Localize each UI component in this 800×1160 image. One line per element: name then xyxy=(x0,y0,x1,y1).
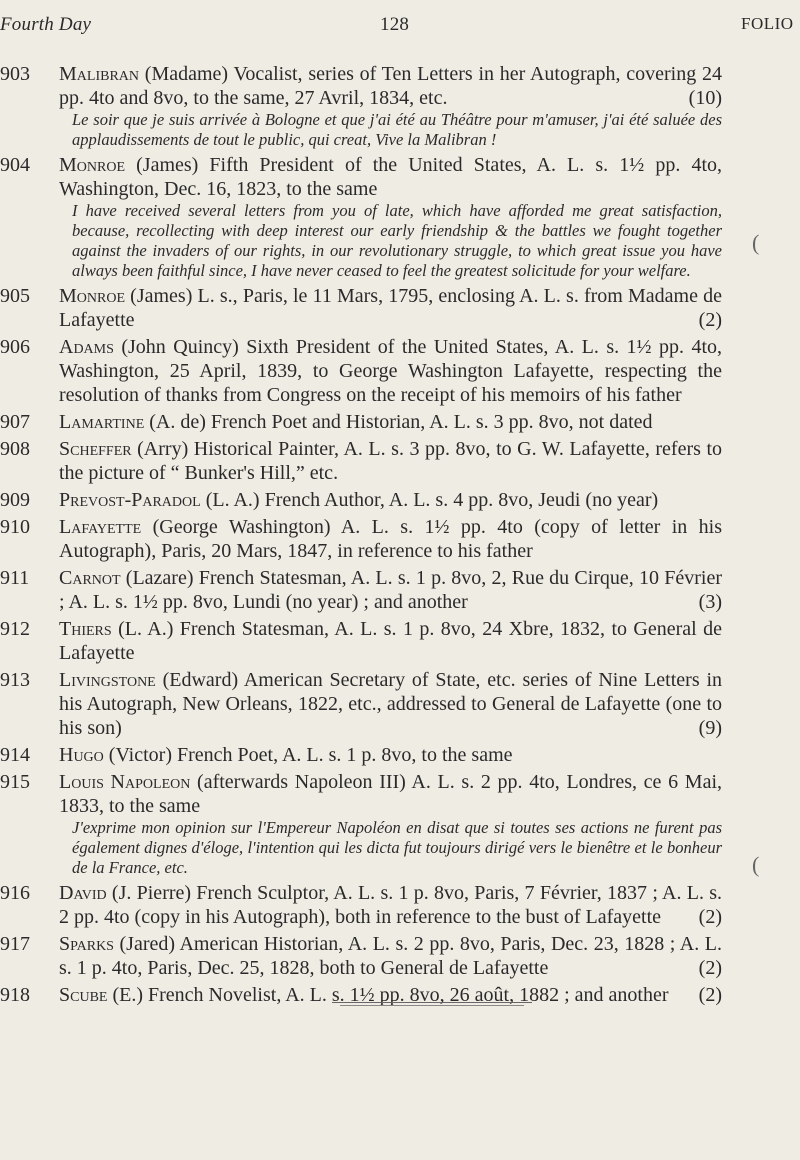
catalogue-entry xyxy=(0,668,800,740)
entry-text: (afterwards Napoleon III) A. L. s. 2 pp. 4to, Londres, ce 6 Mai, 1833, to the same xyxy=(59,771,723,817)
catalogue-entry xyxy=(0,284,800,332)
entry-description xyxy=(59,284,722,332)
lot-number: 918 xyxy=(0,984,30,1006)
person-name: Louis Napoleon xyxy=(59,771,191,793)
lot-number: 916 xyxy=(0,882,30,904)
lot-number: 913 xyxy=(0,669,30,691)
entry-text: (L. A.) French Author, A. L. s. 4 pp. 8vo, Jeudi (no year) xyxy=(205,489,659,511)
entry-text: (James) Fifth President of the United States, A. L. s. 1½ pp. 4to, Washington, Dec. 16, 1823, to the same xyxy=(59,154,723,200)
entry-description xyxy=(59,515,722,563)
entry-description xyxy=(59,932,722,980)
person-name: Carnot xyxy=(59,567,121,589)
item-count: (3) xyxy=(698,591,722,613)
lot-number: 904 xyxy=(0,154,30,176)
letter-excerpt: Le soir que je suis arrivée à Bologne et que j'ai été au Théâtre pour m'amuser, j'ai été saluée des applaudissements de tout le public, qui creat, Vive la Malibran ! xyxy=(72,110,722,149)
lot-number: 907 xyxy=(0,411,30,433)
folio-label: FOLIO xyxy=(741,14,794,33)
entry-text: (Jared) American Historian, A. L. s. 2 pp. 8vo, Paris, Dec. 23, 1828 ; A. L. s. 1 p. 4to, Paris, Dec. 25, 1828, both to General de Lafayette xyxy=(59,933,722,979)
entry-text: (Arry) Historical Painter, A. L. s. 3 pp. 8vo, to G. W. Lafayette, refers to the picture of “ Bunker's Hill,” etc. xyxy=(59,438,722,484)
entry-description xyxy=(59,617,722,665)
entry-description xyxy=(59,770,722,818)
end-rule-secondary xyxy=(340,1005,524,1006)
lot-number: 905 xyxy=(0,285,30,307)
entry-text: (George Washington) A. L. s. 1½ pp. 4to (copy of letter in his Autograph), Paris, 20 Mars, 1847, in reference to his father xyxy=(59,516,723,562)
catalogue-entry xyxy=(0,335,800,407)
entry-description xyxy=(59,62,722,110)
entry-description xyxy=(59,410,722,434)
person-name: Malibran xyxy=(59,63,140,85)
lot-number: 906 xyxy=(0,336,30,358)
person-name: Adams xyxy=(59,336,114,358)
item-count: (2) xyxy=(698,984,722,1006)
catalogue-entry xyxy=(0,62,800,150)
entry-text: (John Quincy) Sixth President of the United States, A. L. s. 1½ pp. 4to, Washington, 25 April, 1839, to George Washington Lafayette, respecting the resolution of thanks from Congress on the receipt of his memoirs of his father xyxy=(59,336,722,406)
lot-number: 912 xyxy=(0,618,30,640)
person-name: Livingstone xyxy=(59,669,156,691)
person-name: Prevost-Paradol xyxy=(59,489,201,511)
catalogue-entry xyxy=(0,932,800,980)
entry-text: (Madame) Vocalist, series of Ten Letters in her Autograph, covering 24 pp. 4to and 8vo, to the same, 27 Avril, 1834, etc. xyxy=(59,63,722,109)
entry-text: (L. A.) French Statesman, A. L. s. 1 p. 8vo, 24 Xbre, 1832, to General de Lafayette xyxy=(59,618,722,664)
person-name: Thiers xyxy=(59,618,112,640)
lot-number: 915 xyxy=(0,771,30,793)
lot-number: 910 xyxy=(0,516,30,538)
catalogue-entry xyxy=(0,437,800,485)
lot-number: 911 xyxy=(0,567,30,589)
person-name: Scheffer xyxy=(59,438,132,460)
entry-text: (A. de) French Poet and Historian, A. L. s. 3 pp. 8vo, not dated xyxy=(149,411,653,433)
page-number: 128 xyxy=(380,14,410,35)
person-name: David xyxy=(59,882,107,904)
item-count: (2) xyxy=(698,906,722,928)
catalogue-entry xyxy=(0,743,800,767)
catalogue-entries xyxy=(0,62,800,1010)
catalogue-entry xyxy=(0,770,800,878)
catalogue-entry xyxy=(0,515,800,563)
item-count: (2) xyxy=(698,957,722,979)
lot-number: 914 xyxy=(0,744,30,766)
entry-text: (Victor) French Poet, A. L. s. 1 p. 8vo, to the same xyxy=(108,744,513,766)
catalogue-entry xyxy=(0,153,800,281)
entry-description xyxy=(59,668,722,740)
catalogue-entry xyxy=(0,488,800,512)
entry-description xyxy=(59,437,722,485)
entry-text: (Lazare) French Statesman, A. L. s. 1 p. 8vo, 2, Rue du Cirque, 10 Février ; A. L. s. 1½ pp. 8vo, Lundi (no year) ; and another xyxy=(59,567,722,613)
person-name: Monroe xyxy=(59,285,126,307)
lot-number: 903 xyxy=(0,63,30,85)
person-name: Scube xyxy=(59,984,108,1006)
catalogue-entry xyxy=(0,410,800,434)
letter-excerpt: I have received several letters from you of late, which have afforded me great satisfaction, because, recollecting with deep interest our early friendship & the battles we fought together against the invaders of our rights, in our revolutionary struggle, to which great issue you have always been faithful since, I have never ceased to feel the greatest solicitude for your welfare. xyxy=(72,201,722,280)
entry-description xyxy=(59,153,722,201)
item-count: (9) xyxy=(698,717,722,739)
entry-text: (E.) French Novelist, A. L. s. 1½ pp. 8vo, 26 août, 1882 ; and another xyxy=(112,984,669,1006)
catalogue-entry xyxy=(0,617,800,665)
entry-text: (J. Pierre) French Sculptor, A. L. s. 1 p. 8vo, Paris, 7 Février, 1837 ; A. L. s. 2 pp. 4to (copy in his Autograph), both in reference to the bust of Lafayette xyxy=(59,882,723,928)
entry-description xyxy=(59,881,722,929)
entry-text: (James) L. s., Paris, le 11 Mars, 1795, enclosing A. L. s. from Madame de Lafayette xyxy=(59,285,722,331)
person-name: Hugo xyxy=(59,744,104,766)
entry-description xyxy=(59,566,722,614)
entry-description xyxy=(59,335,722,407)
catalogue-entry xyxy=(0,983,800,1007)
lot-number: 909 xyxy=(0,489,30,511)
end-rule xyxy=(332,1002,532,1003)
item-count: (2) xyxy=(698,309,722,331)
lot-number: 917 xyxy=(0,933,30,955)
item-count: (10) xyxy=(688,87,722,109)
entry-text: (Edward) American Secretary of State, etc. series of Nine Letters in his Autograph, New Orleans, 1822, etc., addressed to General de Lafayette (one to his son) xyxy=(59,669,723,739)
person-name: Monroe xyxy=(59,154,126,176)
lot-number: 908 xyxy=(0,438,30,460)
margin-mark-icon: ( xyxy=(752,230,760,255)
page-header xyxy=(0,14,800,44)
entry-description xyxy=(59,743,722,767)
person-name: Lamartine xyxy=(59,411,145,433)
person-name: Lafayette xyxy=(59,516,142,538)
catalogue-entry xyxy=(0,881,800,929)
entry-description xyxy=(59,983,722,1007)
entry-description xyxy=(59,488,722,512)
person-name: Sparks xyxy=(59,933,114,955)
section-title: Fourth Day xyxy=(0,14,92,35)
margin-mark-icon: ( xyxy=(752,852,760,877)
catalogue-entry xyxy=(0,566,800,614)
letter-excerpt: J'exprime mon opinion sur l'Empereur Napoléon en disat que si toutes ses actions ne furent pas également dignes d'éloge, l'intention qui les dicta fut toujours dirigé vers le bienêtre et le bonheur de la France, etc. xyxy=(72,818,722,877)
